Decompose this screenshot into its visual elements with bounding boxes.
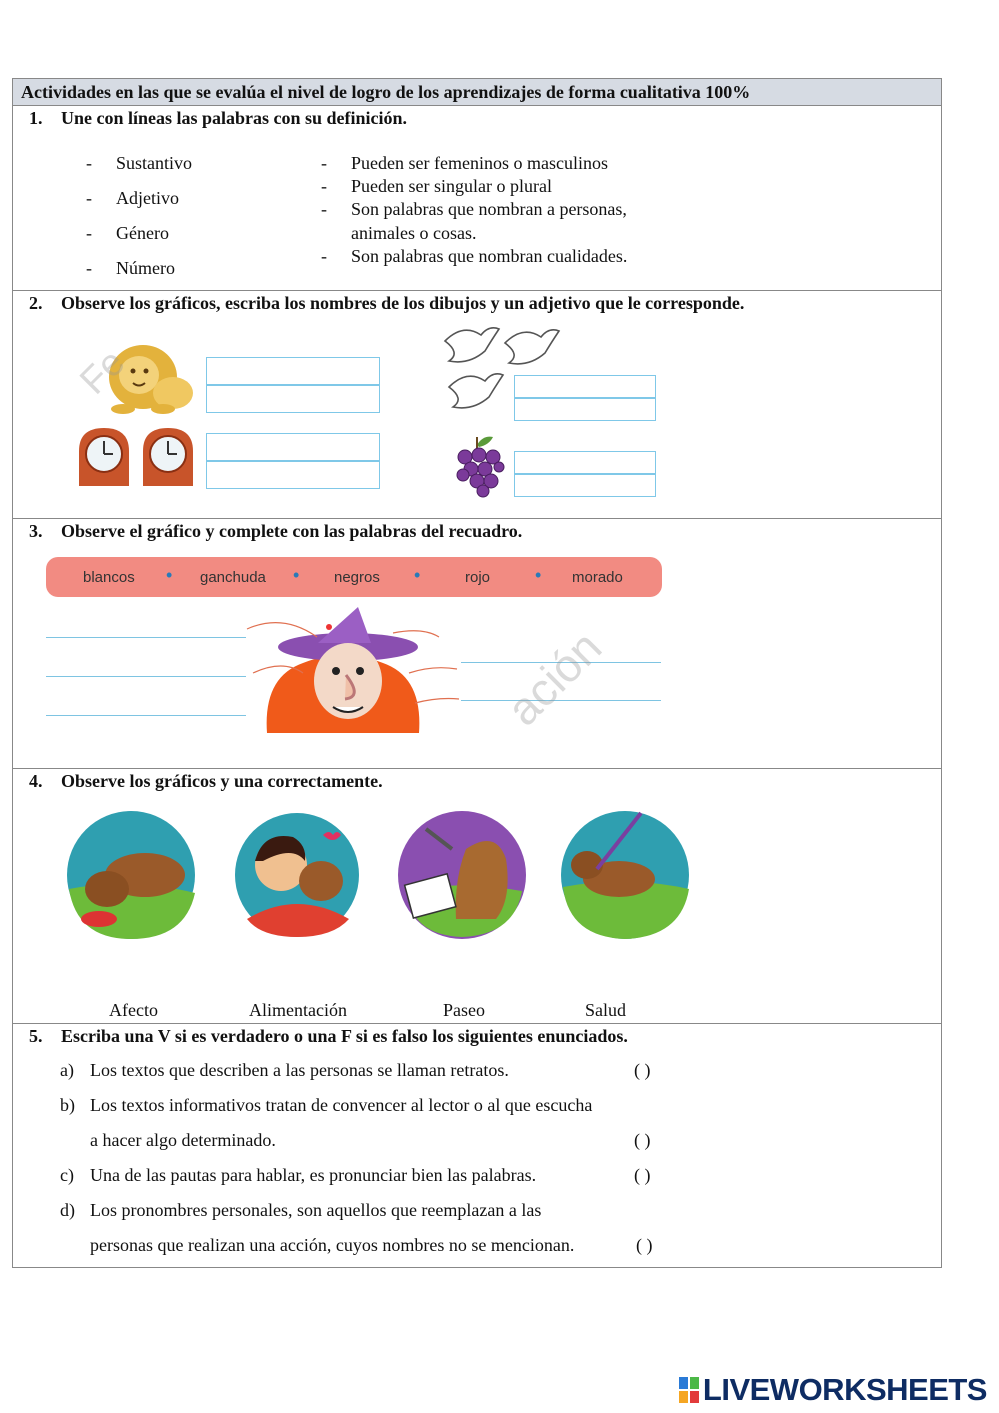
clocks-name-box[interactable] bbox=[206, 433, 380, 461]
word-bank-item: negros bbox=[334, 569, 380, 586]
term-3: - Género bbox=[86, 223, 169, 243]
word-bank-item: ganchuda bbox=[200, 569, 266, 586]
answer-line-left-3[interactable] bbox=[46, 715, 246, 716]
lion-name-box[interactable] bbox=[206, 357, 380, 385]
bullet-icon: • bbox=[166, 565, 173, 585]
grapes-adjective-box[interactable] bbox=[514, 474, 656, 497]
answer-d[interactable]: ( ) bbox=[636, 1235, 653, 1255]
section-2 bbox=[13, 291, 941, 519]
section-1 bbox=[13, 106, 941, 291]
answer-c[interactable]: ( ) bbox=[634, 1165, 651, 1185]
statement-d: Los pronombres personales, son aquellos que reemplazan a las bbox=[90, 1200, 542, 1220]
logo-text: LIVEWORKSHEETS bbox=[702, 1372, 987, 1407]
grapes-image bbox=[453, 431, 505, 499]
section-5 bbox=[13, 1024, 941, 1267]
question-4-title: 4. Observe los gráficos y una correctamente. bbox=[29, 771, 383, 791]
label-afecto: Afecto bbox=[109, 1000, 158, 1020]
question-1-title: 1. Une con líneas las palabras con su definición. bbox=[29, 108, 408, 128]
bullet-icon: • bbox=[414, 565, 421, 585]
label-paseo: Paseo bbox=[443, 1000, 485, 1020]
definition-1: - Pueden ser femeninos o masculinos bbox=[321, 153, 608, 173]
worksheet-header: Actividades en las que se evalúa el nivel de logro de los aprendizajes de forma cualitativa 100% bbox=[13, 79, 941, 106]
definition-4: - Son palabras que nombran cualidades. bbox=[321, 246, 628, 266]
doves-name-box[interactable] bbox=[514, 375, 656, 398]
grapes-name-box[interactable] bbox=[514, 451, 656, 474]
word-bank-item: blancos bbox=[83, 569, 135, 586]
child-hugging-dog-image bbox=[233, 809, 363, 943]
clocks-adjective-box[interactable] bbox=[206, 461, 380, 489]
term-2: - Adjetivo bbox=[86, 188, 179, 208]
label-alimentacion: Alimentación bbox=[249, 1000, 347, 1020]
definition-3: - Son palabras que nombran a personas, bbox=[321, 199, 627, 219]
answer-b[interactable]: ( ) bbox=[634, 1130, 651, 1150]
word-bank-item: rojo bbox=[465, 569, 491, 586]
liveworksheets-logo bbox=[679, 1372, 987, 1408]
question-2-title: 2. Observe los gráficos, escriba los nombres de los dibujos y un adjetivo que le corresponde. bbox=[29, 293, 745, 313]
dog-vet-image bbox=[396, 809, 530, 943]
statement-c-letter: c) bbox=[60, 1165, 74, 1185]
statement-b: Los textos informativos tratan de convencer al lector o al que escucha bbox=[90, 1095, 593, 1115]
term-4: - Número bbox=[86, 258, 175, 278]
statement-b-cont: a hacer algo determinado. bbox=[90, 1130, 276, 1150]
definition-3-cont: animales o cosas. bbox=[351, 223, 477, 243]
word-bank-item: morado bbox=[572, 569, 623, 586]
statement-a-letter: a) bbox=[60, 1060, 74, 1080]
term-1: - Sustantivo bbox=[86, 153, 193, 173]
section-4 bbox=[13, 769, 941, 1024]
dog-walk-image bbox=[557, 809, 695, 943]
dog-eating-image bbox=[65, 809, 201, 943]
question-5-title: 5. Escriba una V si es verdadero o una F si es falso los siguientes enunciados. bbox=[29, 1026, 628, 1046]
witch-image bbox=[233, 607, 477, 733]
statement-b-letter: b) bbox=[60, 1095, 75, 1115]
statement-c: Una de las pautas para hablar, es pronunciar bien las palabras. bbox=[90, 1165, 537, 1185]
watermark-fragment: Fe bbox=[72, 341, 134, 403]
definition-2: - Pueden ser singular o plural bbox=[321, 176, 552, 196]
label-salud: Salud bbox=[585, 1000, 627, 1020]
statement-d-cont: personas que realizan una acción, cuyos nombres no se mencionan. bbox=[90, 1235, 575, 1255]
question-3-title: 3. Observe el gráfico y complete con las palabras del recuadro. bbox=[29, 521, 523, 541]
logo-icon bbox=[679, 1377, 699, 1403]
bullet-icon: • bbox=[535, 565, 542, 585]
lion-adjective-box[interactable] bbox=[206, 385, 380, 413]
statement-d-letter: d) bbox=[60, 1200, 75, 1220]
clocks-image bbox=[75, 426, 205, 488]
bullet-icon: • bbox=[293, 565, 300, 585]
worksheet bbox=[12, 78, 942, 1268]
doves-adjective-box[interactable] bbox=[514, 398, 656, 421]
section-3 bbox=[13, 519, 941, 769]
statement-a: Los textos que describen a las personas se llaman retratos. bbox=[90, 1060, 509, 1080]
answer-a[interactable]: ( ) bbox=[634, 1060, 651, 1080]
watermark-fragment: ación bbox=[496, 620, 612, 736]
answer-line-left-1[interactable] bbox=[46, 637, 246, 638]
word-bank bbox=[46, 557, 662, 597]
answer-line-left-2[interactable] bbox=[46, 676, 246, 677]
